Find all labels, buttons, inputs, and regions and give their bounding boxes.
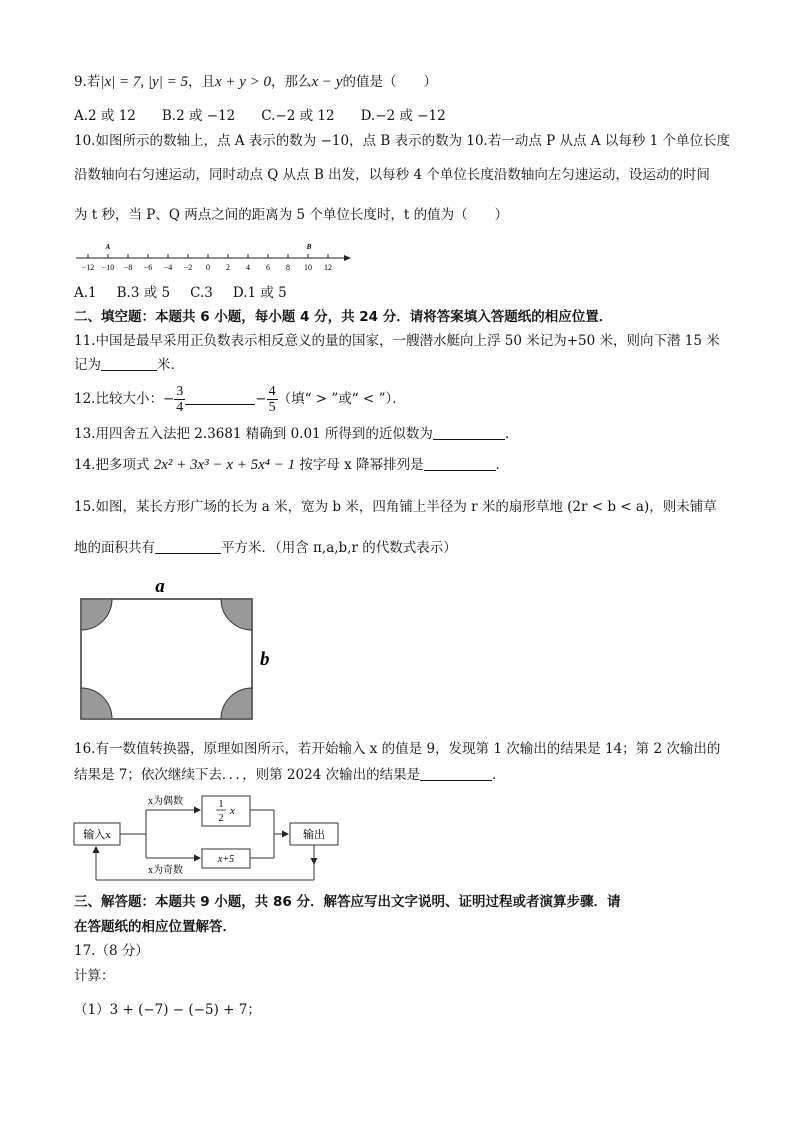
q10-options [74,283,307,303]
q14-mid: 按字母 x 降幂排列是 [295,457,424,473]
q12-fraction-2: $\frac{4}{5}$ [268,384,276,415]
q9-option-c: C.−2 或 12 [261,108,335,124]
input-label: 输入x [83,829,111,841]
q17-title: 17.（8 分） [74,943,149,959]
number-line-tick-label: −8 [123,263,133,272]
q9-options [74,106,472,126]
number-line-tick-label: −4 [163,263,173,272]
section-2-heading: 二、填空题：本题共 6 小题，每小题 4 分，共 24 分．请将答案填入答题纸的相应位置． [74,309,613,325]
q9-post: 的值是（ ） [342,74,437,90]
q9-option-b: B.2 或 −12 [161,108,236,124]
svg-text:2: 2 [218,813,224,824]
q10-option-c: C.3 [190,285,213,301]
q9-pre: 若 [86,74,101,90]
q9-option-d: D.−2 或 −12 [360,108,446,124]
q16-line-1: 16.有一数值转换器，原理如图所示，若开始输入 x 的值是 9，发现第 1 次输出的结果是 14；第 2 次输出的 [74,741,721,757]
q15-line-2 [74,538,457,558]
number-line-tick-label: −12 [81,263,95,272]
svg-text:x: x [230,805,235,817]
q10-option-a: A.1 [74,285,97,301]
q14-pre: 14.把多项式 [74,457,154,473]
q15-answer-blank[interactable] [155,539,221,554]
q15-line-1: 15.如图，某长方形广场的长为 a 米，宽为 b 米，四角铺上半径为 r 米的扇形草地 (2r < b < a)，则未铺草 [74,499,717,515]
q9-condition-2: x + y > 0 [214,74,272,90]
q10-option-d: D.1 或 5 [232,285,287,301]
q12-fraction-1: $\frac{3}{4}$ [176,384,184,415]
odd-operation-label: x+5 [217,854,235,865]
q17-instruction: 计算： [74,968,115,984]
q9-mid-2: ，那么 [271,74,312,90]
rectangle-square-figure [76,572,286,724]
number-line-tick-label: 2 [226,263,230,272]
q15-line-2-pre: 地的面积共有 [74,540,155,556]
section-3-heading-line-2: 在答题纸的相应位置解答． [74,919,236,935]
q12-answer-blank[interactable] [185,386,255,405]
number-line-tick-label: 10 [304,263,312,272]
q14-polynomial: 2x² + 3x³ − x + 5x⁴ − 1 [153,457,296,473]
q9-condition: |x| = 7, |y| = 5 [100,74,188,90]
number-line-tick-label: −2 [183,263,193,272]
q16-answer-blank[interactable] [420,766,492,781]
q11-line-1: 11.中国是最早采用正负数表示相反意义的量的国家，一艘潜水艇向上浮 50 米记为+50 米，则向下潜 15 米 [74,333,720,349]
q11-answer-blank[interactable] [101,356,157,371]
q15-line-2-post: 平方米．（用含 π,a,b,r 的代数式表示） [221,540,457,556]
point-b-label: B [306,243,312,251]
number-line-tick-label: 0 [206,263,210,272]
even-condition-label: x为偶数 [148,796,183,807]
q11-line-2-pre: 记为 [74,357,101,373]
converter-flow-diagram [72,790,362,886]
q10-line-3: 为 t 秒，当 P、Q 两点之间的距离为 5 个单位长度时，t 的值为（ ） [74,207,509,223]
question-14 [74,455,509,475]
number-line-tick-label: 6 [266,263,270,272]
q14-post: ． [495,457,510,473]
q17-part-1: （1）3 + (−7) − (−5) + 7； [74,1002,261,1018]
q9-expression: x − y [311,74,343,90]
q12-post: （填“ > ”或“ < ”）． [277,391,406,407]
q11-line-2 [74,355,184,375]
output-label: 输出 [303,829,325,841]
number-line-figure [72,240,352,274]
q13-post: ． [504,426,519,442]
q14-answer-blank[interactable] [424,456,496,471]
q16-line-2-pre: 结果是 7；依次继续下去．．．，则第 2024 次输出的结果是 [74,767,421,783]
svg-text:1: 1 [218,799,224,810]
q12-mid: − [255,391,267,407]
q10-line-1: 10.如图所示的数轴上，点 A 表示的数为 −10，点 B 表示的数为 10.若一动点 P 从点 A 以每秒 1 个单位长度 [74,133,731,149]
q9-mid: ，且 [187,74,215,90]
q9-number: 9. [74,74,87,90]
number-line-tick-label: −10 [101,263,115,272]
number-line-tick-label: 8 [286,263,290,272]
odd-condition-label: x为奇数 [148,865,183,876]
rect-label-a: a [155,576,165,597]
q16-line-2 [74,765,506,785]
q13-pre: 13.用四舍五入法把 2.3681 精确到 0.01 所得到的近似数为 [74,426,433,442]
q13-answer-blank[interactable] [433,425,505,440]
q9-option-a: A.2 或 12 [74,108,136,124]
point-a-label: A [105,243,111,251]
q12-pre: 12.比较大小：− [74,391,175,407]
question-9 [74,72,437,92]
q10-line-2: 沿数轴向右匀速运动，同时动点 Q 从点 B 出发，以每秒 4 个单位长度沿数轴向左匀速运动，设运动的时间 [74,167,710,183]
q16-line-2-post: ． [492,767,506,783]
question-12 [74,381,406,417]
q10-option-b: B.3 或 5 [116,285,171,301]
number-line-tick-label: −6 [143,263,153,272]
rect-label-b: b [260,649,270,670]
number-line-tick-label: 12 [324,263,332,272]
question-13 [74,424,518,444]
q11-line-2-post: 米． [157,357,184,373]
even-operation-box [202,796,250,826]
section-3-heading-line-1: 三、解答题：本题共 9 小题，共 86 分．解答应写出文字说明、证明过程或者演算步骤．请 [74,894,621,910]
number-line-tick-label: 4 [246,263,250,272]
